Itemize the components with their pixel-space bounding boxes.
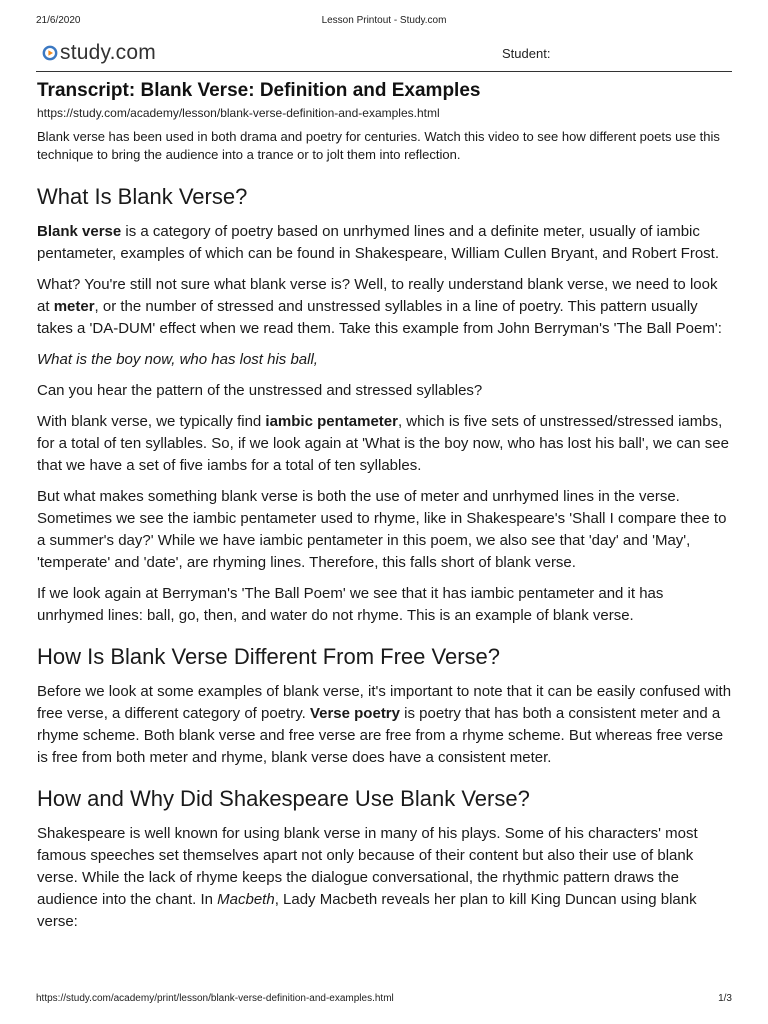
student-label: Student: [502,46,551,61]
term-blank-verse: Blank verse [37,223,122,240]
footer-url: https://study.com/academy/print/lesson/blank-verse-definition-and-examples.html [36,993,394,1004]
poem-quote: What is the boy now, who has lost his ball, [37,351,318,368]
print-header [36,15,732,29]
lesson-url: https://study.com/academy/lesson/blank-verse-definition-and-examples.html [37,106,440,120]
lesson-content [37,78,733,933]
transcript-title: Transcript: Blank Verse: Definition and Examples [37,80,481,101]
term-meter: meter [53,298,95,315]
term-verse-poetry: Verse poetry [309,705,400,722]
logo-text: study.com [60,41,156,64]
paragraph: But what makes something blank verse is both the use of meter and unrhymed lines in the verse. Sometimes we see the iambic pentameter used to rhyme, like in Shakespeare's 'Shall I compare thee to a summer's day?' While we have iambic pentameter in this poem, we also see that 'day' and 'May', 'temperate' and 'date', are rhyming lines. Therefore, this falls short of blank verse. [37,488,727,571]
section-heading-shakespeare: How and Why Did Shakespeare Use Blank Verse? [37,786,530,811]
paragraph: Can you hear the pattern of the unstressed and stressed syllables? [37,382,483,399]
section-heading-what-is-blank-verse: What Is Blank Verse? [37,184,248,209]
paragraph: Before we look at some examples of blank verse, it's important to note that it can be easily confused with free verse, a different category of poetry. Verse poetry is poetry that has both a consistent meter and a rhyme scheme. Both blank verse and free verse are free from a rhyme scheme. But whereas free verse is free from both meter and rhyme, blank verse does have a consistent meter. [37,683,732,766]
term-iambic-pentameter: iambic pentameter [265,413,398,430]
page-number: 1/3 [718,993,732,1004]
print-date: 21/6/2020 [36,15,81,26]
print-title: Lesson Printout - Study.com [321,15,447,26]
title-macbeth: Macbeth [217,891,275,908]
header-divider [36,71,732,72]
paragraph: Shakespeare is well known for using blank verse in many of his plays. Some of his characters' most famous speeches set themselves apart not only because of their content but also their use of blank verse. While the lack of rhyme keeps the dialogue conversational, the rhythmic pattern draws the audience into the chant. In Macbeth, Lady Macbeth reveals her plan to kill King Duncan using blank verse: [37,825,698,930]
play-circle-icon [42,45,58,61]
paragraph: If we look again at Berryman's 'The Ball Poem' we see that it has iambic pentameter and it has unrhymed lines: ball, go, then, and water do not rhyme. This is an example of blank verse. [37,585,664,624]
section-heading-free-verse: How Is Blank Verse Different From Free Verse? [37,644,500,669]
paragraph: What? You're still not sure what blank verse is? Well, to really understand blank verse, we need to look at meter, or the number of stressed and unstressed syllables in a line of poetry. This pattern usually takes a 'DA-DUM' effect when we read them. Take this example from John Berryman's 'The Ball Poem': [37,276,722,337]
paragraph: Blank verse is a category of poetry based on unrhymed lines and a definite meter, usually of iambic pentameter, examples of which can be found in Shakespeare, William Cullen Bryant, and Robert Frost. [37,223,720,262]
study-logo[interactable] [42,40,156,66]
lesson-intro: Blank verse has been used in both drama and poetry for centuries. Watch this video to see how different poets use this technique to bring the audience into a trance or to jolt them into reflection. [37,129,720,162]
paragraph: With blank verse, we typically find iambic pentameter, which is five sets of unstressed/stressed iambs, for a total of ten syllables. So, if we look again at 'What is the boy now, who has lost his ball', we can see that we have a set of five iambs for a total of ten syllables. [37,413,729,474]
